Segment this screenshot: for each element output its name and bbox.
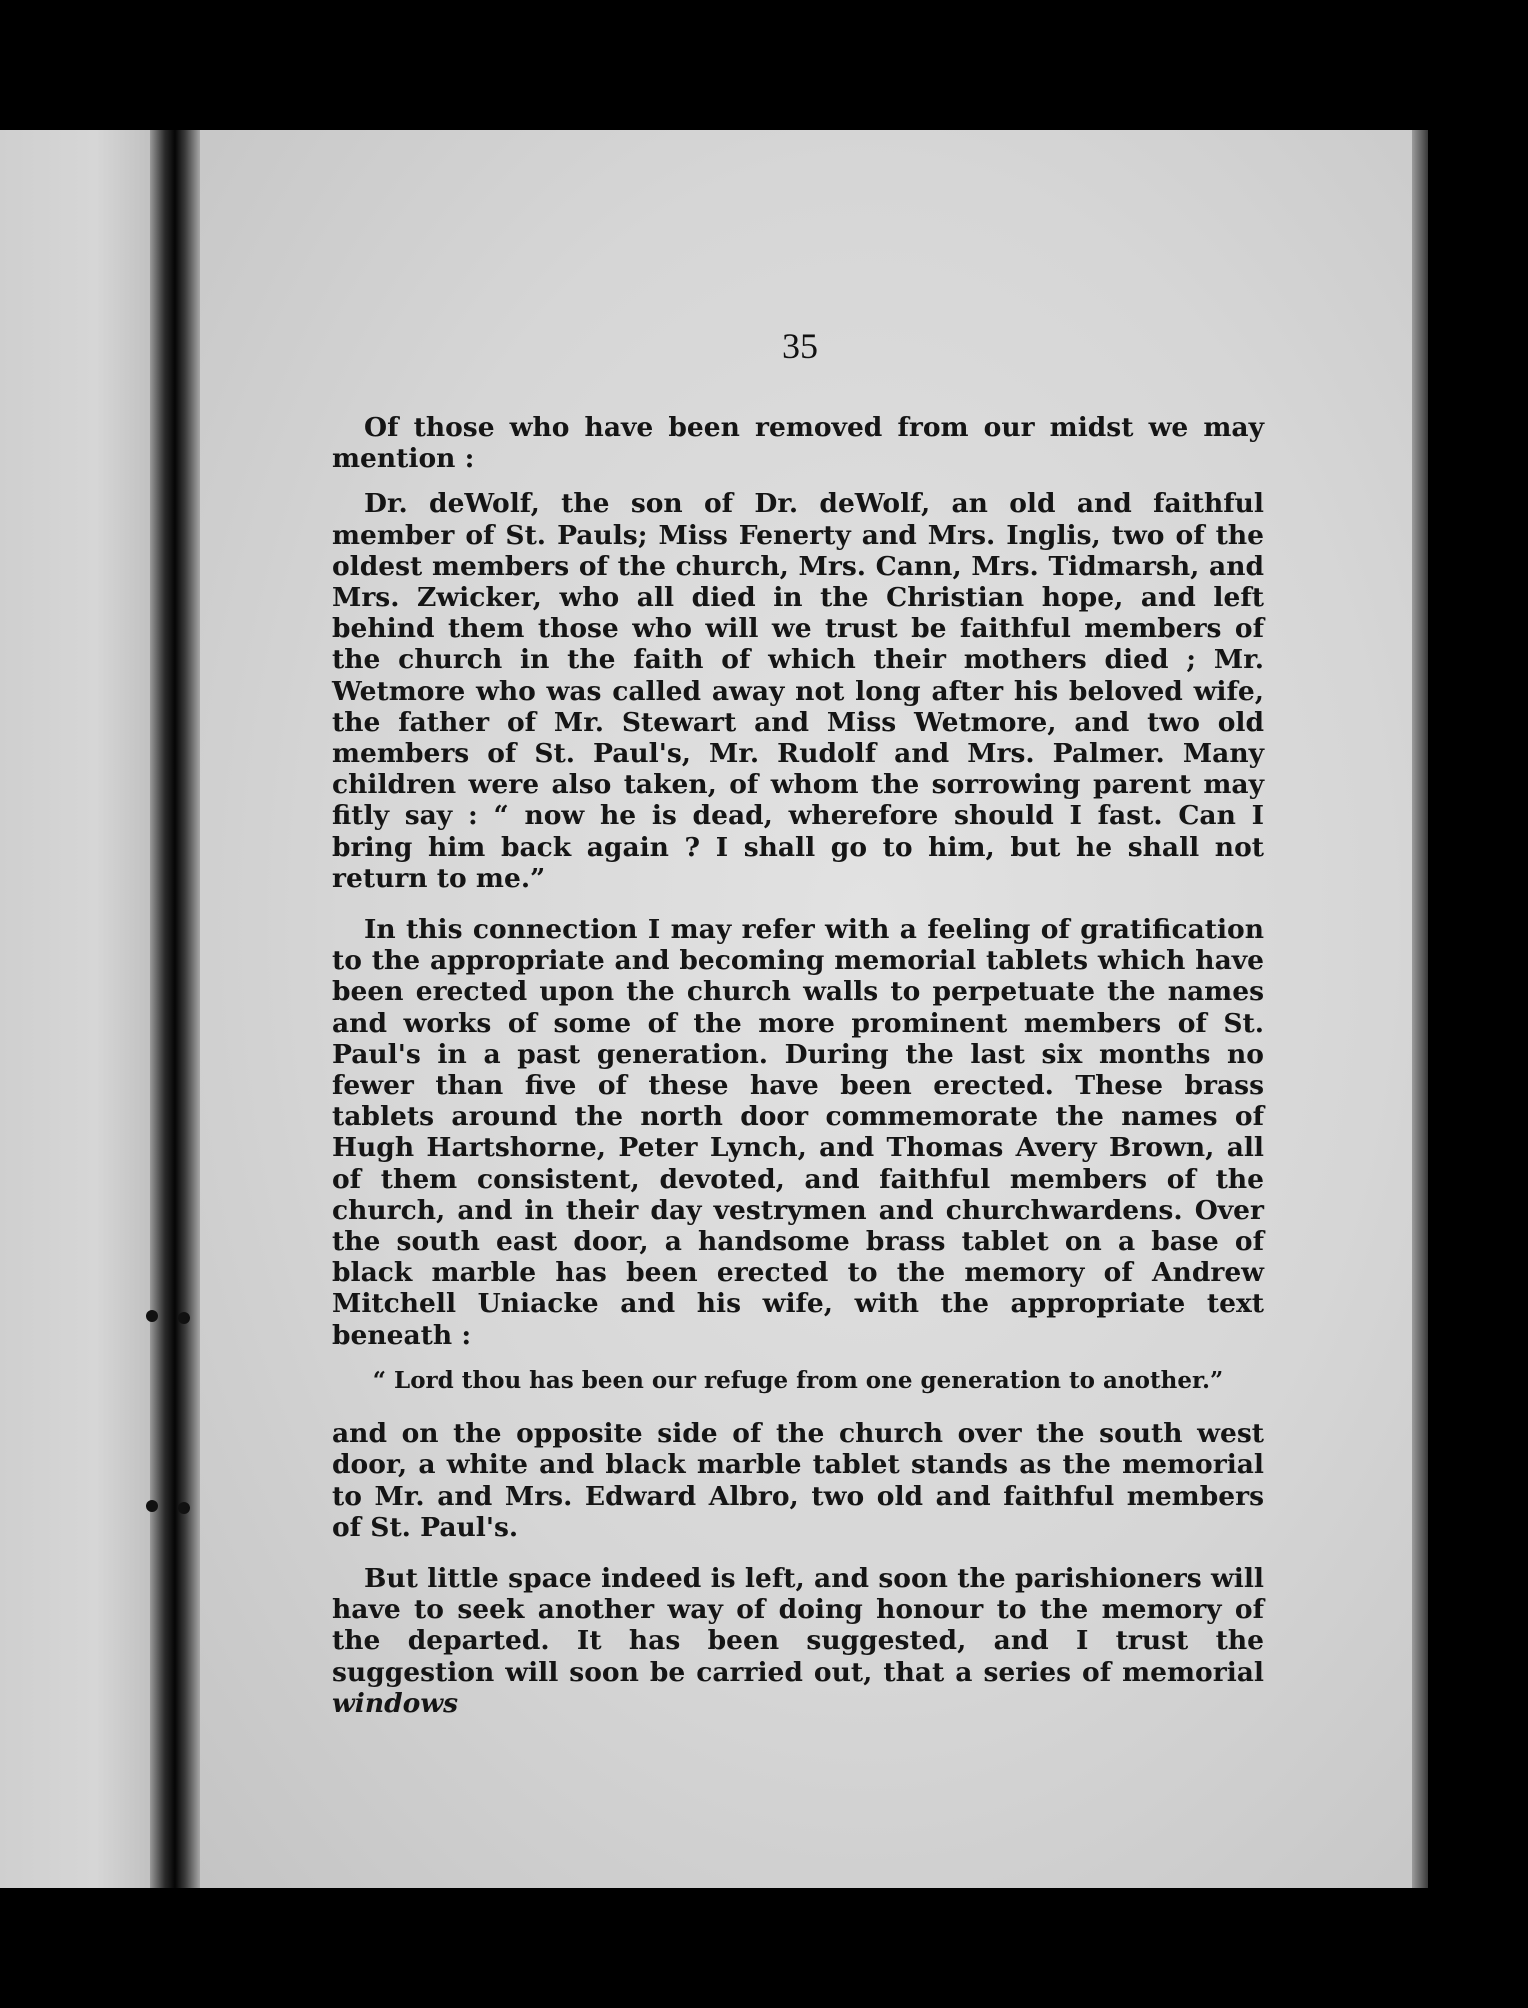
italic-last-word: windows <box>332 1687 459 1719</box>
paragraph-deceased-members: Dr. deWolf, the son of Dr. deWolf, an old and faithful member of St. Pauls; Miss Fenerty and Mrs. Inglis, two of the oldest members of the church, Mrs. Cann, Mrs. Tidmarsh, and Mrs. Zwicker, who all died in the Christian hope, and left behind them those who will we trust be faithful members of the church in the faith of which their mothers died ; Mr. Wetmore who was called away not long after his beloved wife, the father of Mr. Stewart and Miss Wetmore, and two old members of St. Paul's, Mr. Rudolf and Mrs. Palmer. Many children were also taken, of whom the sorrowing parent may fitly say : “ now he is dead, wherefore should I fast. Can I bring him back again ? I shall go to him, but he shall not return to me.” <box>332 488 1264 894</box>
paragraph-continuation: and on the opposite side of the church over the south west door, a white and black marble tablet stands as the memorial to Mr. and Mrs. Edward Albro, two old and faithful members of St. Paul's. <box>332 1418 1264 1543</box>
book-gutter <box>150 130 200 1888</box>
facing-page-edge <box>0 130 160 1888</box>
scripture-quote: “ Lord thou has been our refuge from one generation to another.” <box>372 1366 1224 1394</box>
page-number: 35 <box>782 326 818 366</box>
body-text <box>332 412 1264 1733</box>
binding-stitch <box>146 1500 158 1512</box>
binding-stitch <box>178 1312 190 1324</box>
paragraph-memorial-windows <box>332 1563 1264 1719</box>
paragraph-intro: Of those who have been removed from our midst we may mention : <box>332 412 1264 475</box>
binding-stitch <box>146 1310 158 1322</box>
paragraph-memorial-tablets: In this connection I may refer with a feeling of gratification to the appropriate and becoming memorial tablets which have been erected upon the church walls to perpetuate the names and works of some of the more prominent members of St. Paul's in a past generation. During the last six months no fewer than five of these have been erected. These brass tablets around the north door commemorate the names of Hugh Hartshorne, Peter Lynch, and Thomas Avery Brown, all of them consistent, devoted, and faithful members of the church, and in their day vestrymen and churchwardens. Over the south east door, a handsome brass tablet on a base of black marble has been erected to the memory of Andrew Mitchell Uniacke and his wife, with the appropriate text beneath : <box>332 914 1264 1351</box>
page-edge-shadow <box>1412 130 1428 1888</box>
binding-stitch <box>178 1502 190 1514</box>
paragraph-memorial-windows-text: But little space indeed is left, and soon the parishioners will have to seek another way of doing honour to the memory of the departed. It has been suggested, and I trust the suggestion will soon be carried out, that a series of memorial <box>332 1562 1264 1688</box>
